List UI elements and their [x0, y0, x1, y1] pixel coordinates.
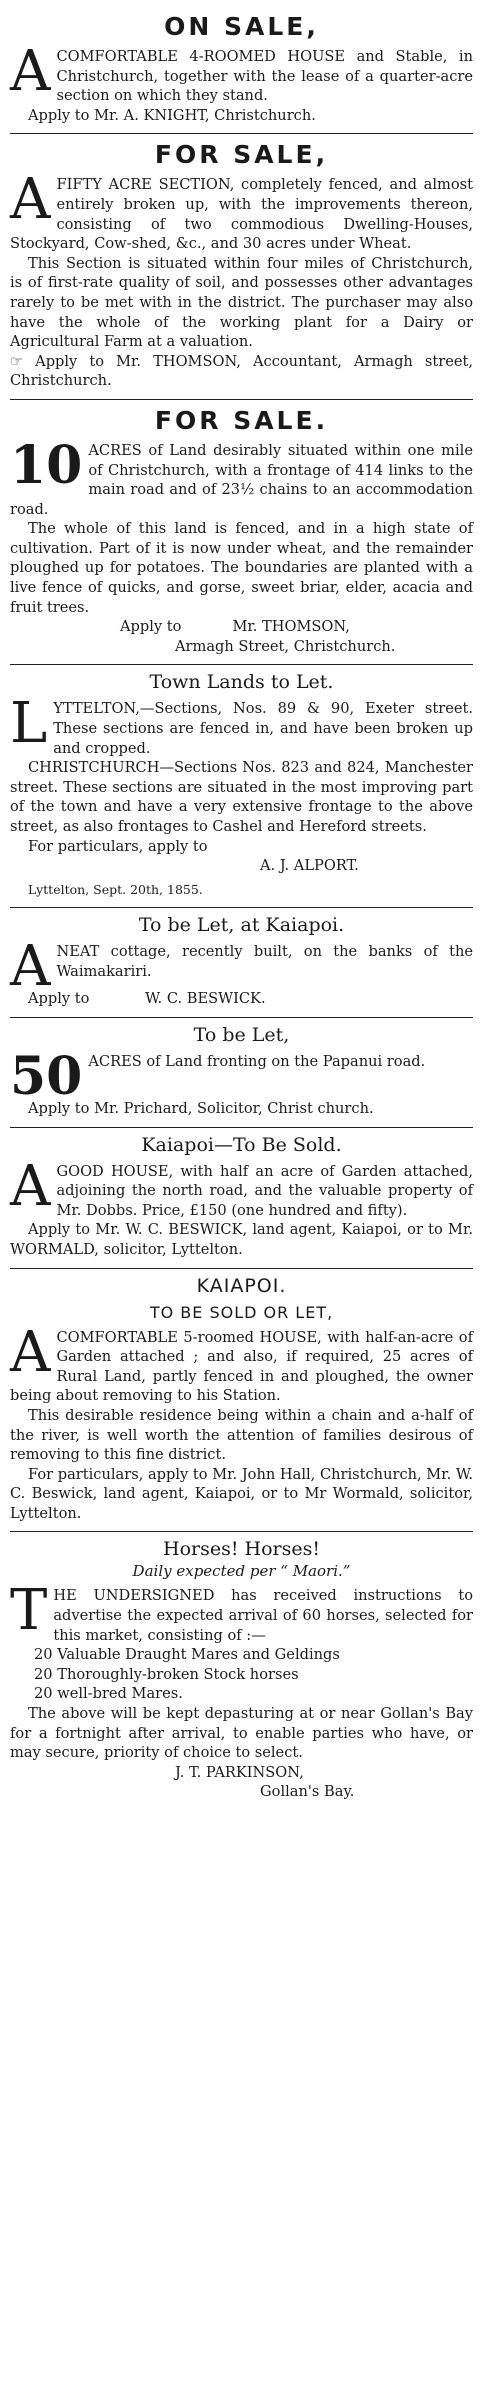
ad-body: This Section is situated within four miles of Christchurch, is of first-rate quality of soil, and possesses other advantages rarely to be met with in the district. The purchaser may also have the whole of the working plant for a Dairy or Agricultural Farm at a valuation.	[10, 254, 473, 351]
ad-body: COMFORTABLE 5-roomed HOUSE, with half-an-acre of Garden attached ; and also, if required, 25 acres of Rural Land, partly fenced in and ploughed, the owner being about removing to his Station.	[10, 1328, 473, 1405]
ad-body: The above will be kept depasturing at or near Gollan's Bay for a fortnight after arrival, to enable parties who have, or may secure, priority of choice to select.	[10, 1705, 473, 1762]
ad-body: FIFTY ACRE SECTION, completely fenced, and almost entirely broken up, with the improvements thereon, consisting of two commodious Dwelling-Houses, Stockyard, Cow-shed, &c., and 30 acres under Wheat.	[10, 176, 473, 253]
ad-subheading: TO BE SOLD OR LET,	[149, 1302, 334, 1322]
ad-date: Lyttelton, Sept. 20th, 1855.	[28, 881, 203, 897]
ad-heading: FOR SALE,	[154, 140, 329, 170]
ad-contact: A. J. ALPORT.	[260, 857, 359, 875]
ad-contact: J. T. PARKINSON,	[175, 1763, 304, 1781]
ad-town-lands	[10, 665, 473, 908]
ad-body: ACRES of Land desirably situated within one mile of Christchurch, with a frontage of 414 links to the main road and of 23½ chains to an accommodation road.	[10, 441, 473, 518]
list-item: 20 well-bred Mares.	[34, 1685, 183, 1703]
ad-contact: For particulars, apply to	[28, 837, 208, 855]
ad-body: NEAT cottage, recently built, on the banks of the Waimakariri.	[56, 943, 473, 980]
ad-contact: Apply to W. C. BESWICK.	[28, 990, 266, 1008]
drop-cap: 50	[10, 1045, 83, 1107]
ad-fifty-acre	[10, 134, 473, 400]
ad-heading: KAIAPOI.	[196, 1274, 287, 1297]
ad-contact: Apply to Mr. Prichard, Solicitor, Christ church.	[28, 1099, 374, 1117]
drop-cap: A	[10, 167, 51, 233]
ad-heading: Horses! Horses!	[163, 1538, 320, 1561]
ad-subheading: Daily expected per “ Maori.”	[132, 1562, 351, 1581]
ad-kaiapoi-sold-or-let	[10, 1269, 473, 1533]
ad-heading: FOR SALE.	[154, 405, 329, 435]
ad-body: HE UNDERSIGNED has received instructions to advertise the expected arrival of 60 horses, selected for this market, consisting of :—	[53, 1587, 473, 1644]
drop-cap: T	[10, 1578, 48, 1644]
ad-contact: Apply to Mr. W. C. BESWICK, land agent, Kaiapoi, or to Mr. WORMALD, solicitor, Lyttelton.	[10, 1221, 473, 1258]
drop-cap: 10	[10, 434, 83, 496]
ad-body: YTTELTON,—Sections, Nos. 89 & 90, Exeter street. These sections are fenced in, and have been broken up and cropped.	[53, 700, 473, 757]
list-item: 20 Valuable Draught Mares and Geldings	[34, 1646, 340, 1664]
ad-body: CHRISTCHURCH—Sections Nos. 823 and 824, Manchester street. These sections are situated in the most improving part of the town and have a very extensive frontage to the above street, as also frontages to Cashel and Hereford streets.	[10, 759, 473, 835]
drop-cap: A	[10, 1319, 51, 1385]
newspaper-column	[10, 0, 473, 1810]
ad-horses	[10, 1532, 473, 1810]
list-item: 20 Thoroughly-broken Stock horses	[34, 1665, 299, 1683]
ad-heading: ON SALE,	[164, 12, 319, 41]
ad-heading: Kaiapoi—To Be Sold.	[141, 1133, 342, 1156]
ad-contact: Armagh Street, Christchurch.	[175, 637, 396, 655]
ad-contact: Gollan's Bay.	[260, 1783, 355, 1801]
ad-fifty-acres-papanui	[10, 1018, 473, 1128]
ad-heading: To be Let, at Kaiapoi.	[138, 914, 345, 937]
drop-cap: A	[10, 39, 51, 104]
ad-ten-acres	[10, 400, 473, 666]
ad-body: This desirable residence being within a chain and a-half of the river, is well worth the attention of families desirous of removing to this fine district.	[10, 1406, 473, 1464]
ad-body: The whole of this land is fenced, and in a high state of cultivation. Part of it is now under wheat, and the remainder ploughed up for potatoes. The boundaries are planted with a live fence of quicks, and gorse, sweet briar, elder, acacia and fruit trees.	[10, 520, 473, 616]
drop-cap: A	[10, 1153, 51, 1219]
ad-contact: For particulars, apply to Mr. John Hall, Christchurch, Mr. W. C. Beswick, land agent, Kaiapoi, or to Mr Wormald, solicitor, Lyttelton.	[10, 1465, 473, 1522]
ad-contact: ☞ Apply to Mr. THOMSON, Accountant, Armagh street, Christchurch.	[10, 352, 473, 390]
ad-on-sale	[10, 6, 473, 134]
drop-cap: A	[10, 934, 51, 1000]
ad-contact: Apply to Mr. A. KNIGHT, Christchurch.	[28, 106, 316, 124]
ad-body: ACRES of Land fronting on the Papanui road.	[88, 1052, 426, 1070]
ad-body: GOOD HOUSE, with half an acre of Garden attached, adjoining the north road, and the valuable property of Mr. Dobbs. Price, £150 (one hundred and fifty).	[56, 1162, 473, 1219]
ad-contact: Apply to Mr. THOMSON,	[120, 618, 350, 636]
ad-body: COMFORTABLE 4-ROOMED HOUSE and Stable, in Christchurch, together with the lease of a quarter-acre section on which they stand.	[56, 48, 473, 105]
ad-house-kaiapoi	[10, 1128, 473, 1269]
drop-cap: L	[10, 691, 48, 757]
ad-cottage-kaiapoi	[10, 908, 473, 1018]
ad-heading: To be Let,	[193, 1023, 290, 1046]
ad-heading: Town Lands to Let.	[149, 671, 334, 694]
